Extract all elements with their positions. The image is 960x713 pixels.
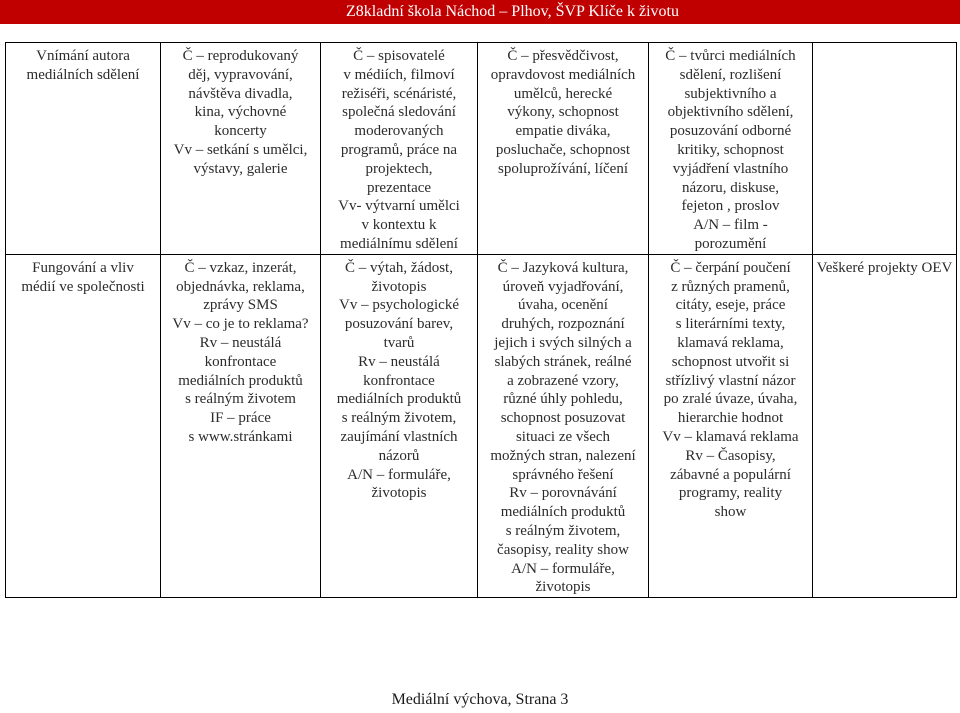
- table-cell: Č – vzkaz, inzerát, objednávka, reklama, zprávy SMS Vv – co je to reklama? Rv – neustálá konfrontace mediálních produktů s reálným životem IF – práce s www.stránkami: [161, 254, 321, 597]
- table-row: [6, 43, 957, 255]
- table-row: [6, 254, 957, 597]
- table-cell: Č – přesvědčivost, opravdovost mediálních umělců, herecké výkony, schopnost empatie diváka, posluchače, schopnost spoluprožívání, líčení: [478, 43, 649, 255]
- table-cell: Vnímání autora mediálních sdělení: [6, 43, 161, 255]
- table-cell: Č – výtah, žádost, životopis Vv – psychologické posuzování barev, tvarů Rv – neustálá konfrontace mediálních produktů s reálným životem, zaujímání vlastních názorů A/N – formuláře, životopis: [321, 254, 478, 597]
- table-cell: [813, 43, 957, 255]
- header-title: Z8kladní škola Náchod – Plhov, ŠVP Klíče k životu: [346, 3, 679, 20]
- table-cell: Č – spisovatelé v médiích, filmoví režiséři, scénáristé, společná sledování moderovaných programů, práce na projektech, prezentace Vv- výtvarní umělci v kontextu k mediálnímu sdělení: [321, 43, 478, 255]
- table-cell: Č – tvůrci mediálních sdělení, rozlišení subjektivního a objektivního sdělení, posuzování odborné kritiky, schopnost vyjádření vlastního názoru, diskuse, fejeton , proslov A/N – film - porozumění: [649, 43, 813, 255]
- header-bar: [0, 0, 960, 24]
- table-cell: Č – čerpání poučení z různých pramenů, citáty, eseje, práce s literárními texty, klamavá reklama, schopnost utvořit si střízlivý vlastní názor po zralé úvaze, úvaha, hierarchie hodnot Vv – klamavá reklama Rv – Časopisy, zábavné a populární programy, reality show: [649, 254, 813, 597]
- curriculum-table: [5, 42, 957, 598]
- table-cell: Č – reprodukovaný děj, vypravování, návštěva divadla, kina, výchovné koncerty Vv – setkání s umělci, výstavy, galerie: [161, 43, 321, 255]
- footer-text: Mediální výchova, Strana 3: [391, 691, 569, 708]
- page-footer: [0, 690, 960, 710]
- table-cell: Veškeré projekty OEV: [813, 254, 957, 597]
- table-cell: Č – Jazyková kultura, úroveň vyjadřování, úvaha, ocenění druhých, rozpoznání jejich i svých silných a slabých stránek, reálné a zobrazené vzory, různé úhly pohledu, schopnost posuzovat situaci ze všech možných stran, nalezení správného řešení Rv – porovnávání mediálních produktů s reálným životem, časopisy, reality show A/N – formuláře, životopis: [478, 254, 649, 597]
- table-cell: Fungování a vliv médií ve společnosti: [6, 254, 161, 597]
